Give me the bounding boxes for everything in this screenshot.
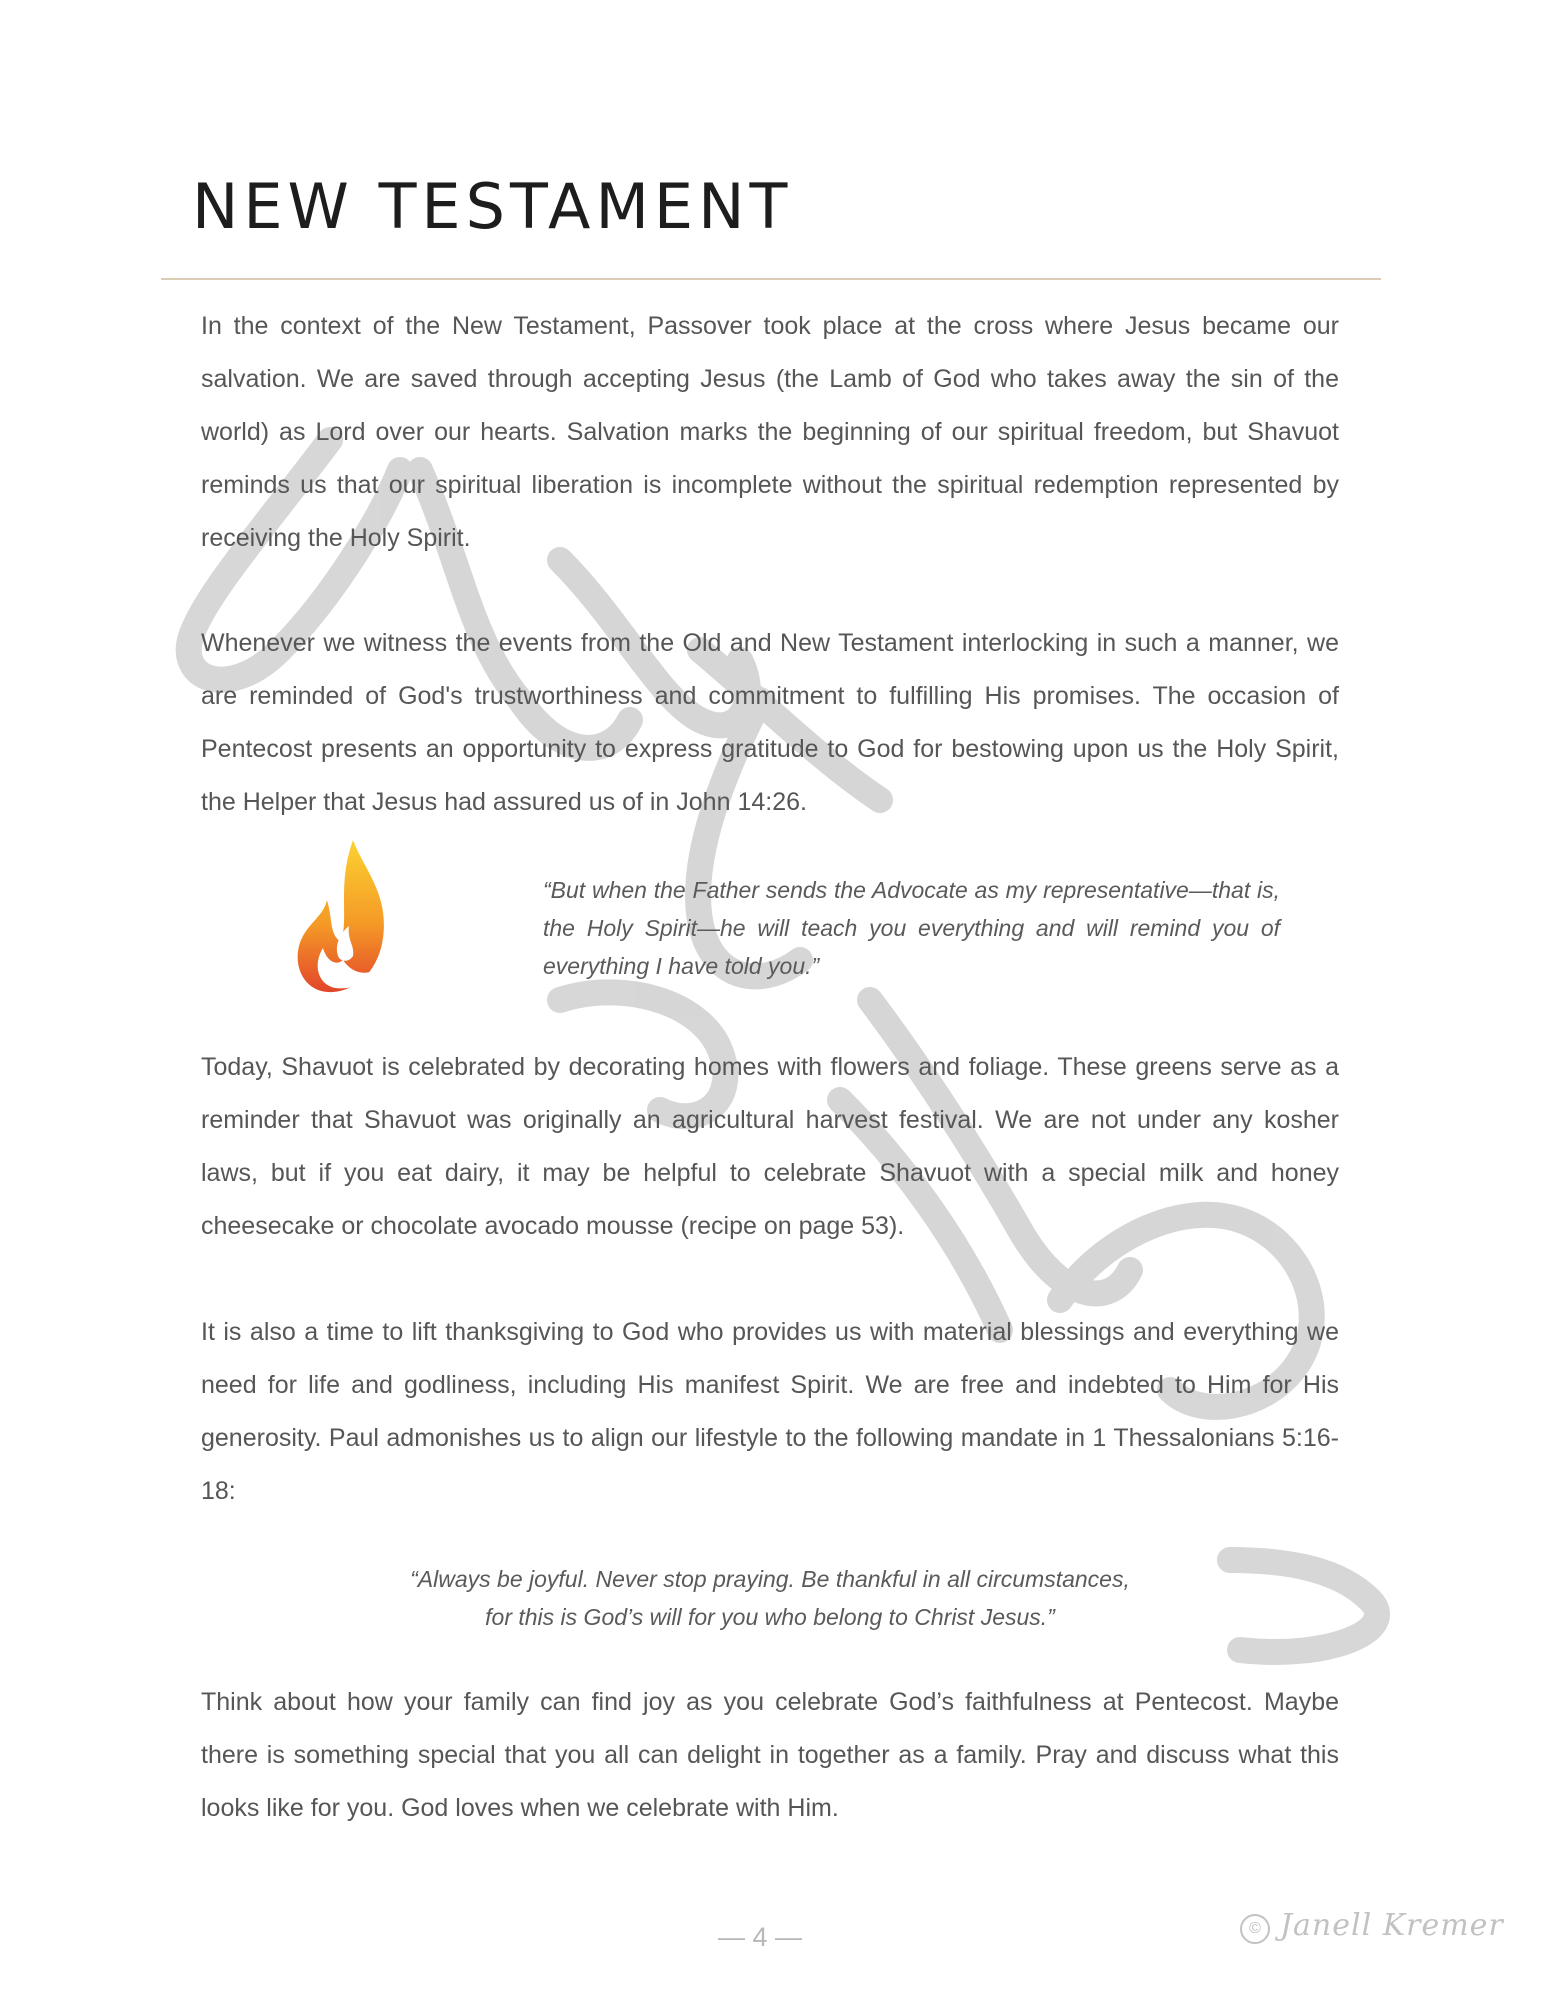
copyright-signature [1240, 1908, 1504, 1964]
paragraph-celebration: Today, Shavuot is celebrated by decorating homes with flowers and foliage. These greens serve as a reminder that Shavuot was originally an agricultural harvest festival. We are not under any kosher laws, but if you eat dairy, it may be helpful to celebrate Shavuot with a special milk and honey cheesecake or chocolate avocado mousse (recipe on page 53). [201, 1053, 1339, 1240]
flame-icon [293, 838, 389, 996]
page-title: NEW TESTAMENT [192, 170, 793, 243]
quote-thessalonians-line2: for this is God’s will for you who belong to Christ Jesus.” [485, 1604, 1055, 1630]
paragraph-family: Think about how your family can find joy as you celebrate God’s faithfulness at Pentecost. Maybe there is something special that you all can delight in together as a family. Pray and discuss what this looks like for you. God loves when we celebrate with Him. [201, 1688, 1339, 1822]
quote-thessalonians-line1: “Always be joyful. Never stop praying. Be thankful in all circumstances, [410, 1566, 1130, 1592]
author-signature: Janell Kremer [1280, 1908, 1504, 1943]
page-number: — 4 — [717, 1922, 803, 1952]
title-divider [161, 278, 1381, 280]
quote-thessalonians [201, 1560, 1339, 1636]
paragraph-passover: In the context of the New Testament, Passover took place at the cross where Jesus became our salvation. We are saved through accepting Jesus (the Lamb of God who takes away the sin of the world) as Lord over our hearts. Salvation marks the beginning of our spiritual freedom, but Shavuot reminds us that our spiritual liberation is incomplete without the spiritual redemption represented by receiving the Holy Spirit. [201, 312, 1339, 552]
quote-john: “But when the Father sends the Advocate as my representative—that is, the Holy Spirit—he will teach you everything and will remind you of everything I have told you.” [543, 877, 1280, 979]
paragraph-promises: Whenever we witness the events from the Old and New Testament interlocking in such a manner, we are reminded of God's trustworthiness and commitment to fulfilling His promises. The occasion of Pentecost presents an opportunity to express gratitude to God for bestowing upon us the Holy Spirit, the Helper that Jesus had assured us of in John 14:26. [201, 629, 1339, 816]
paragraph-thanksgiving: It is also a time to lift thanksgiving to God who provides us with material blessings and everything we need for life and godliness, including His manifest Spirit. We are free and indebted to Him for His generosity. Paul admonishes us to align our lifestyle to the following mandate in 1 Thessalonians 5:16-18: [201, 1318, 1339, 1505]
copyright-icon: © [1240, 1914, 1270, 1944]
